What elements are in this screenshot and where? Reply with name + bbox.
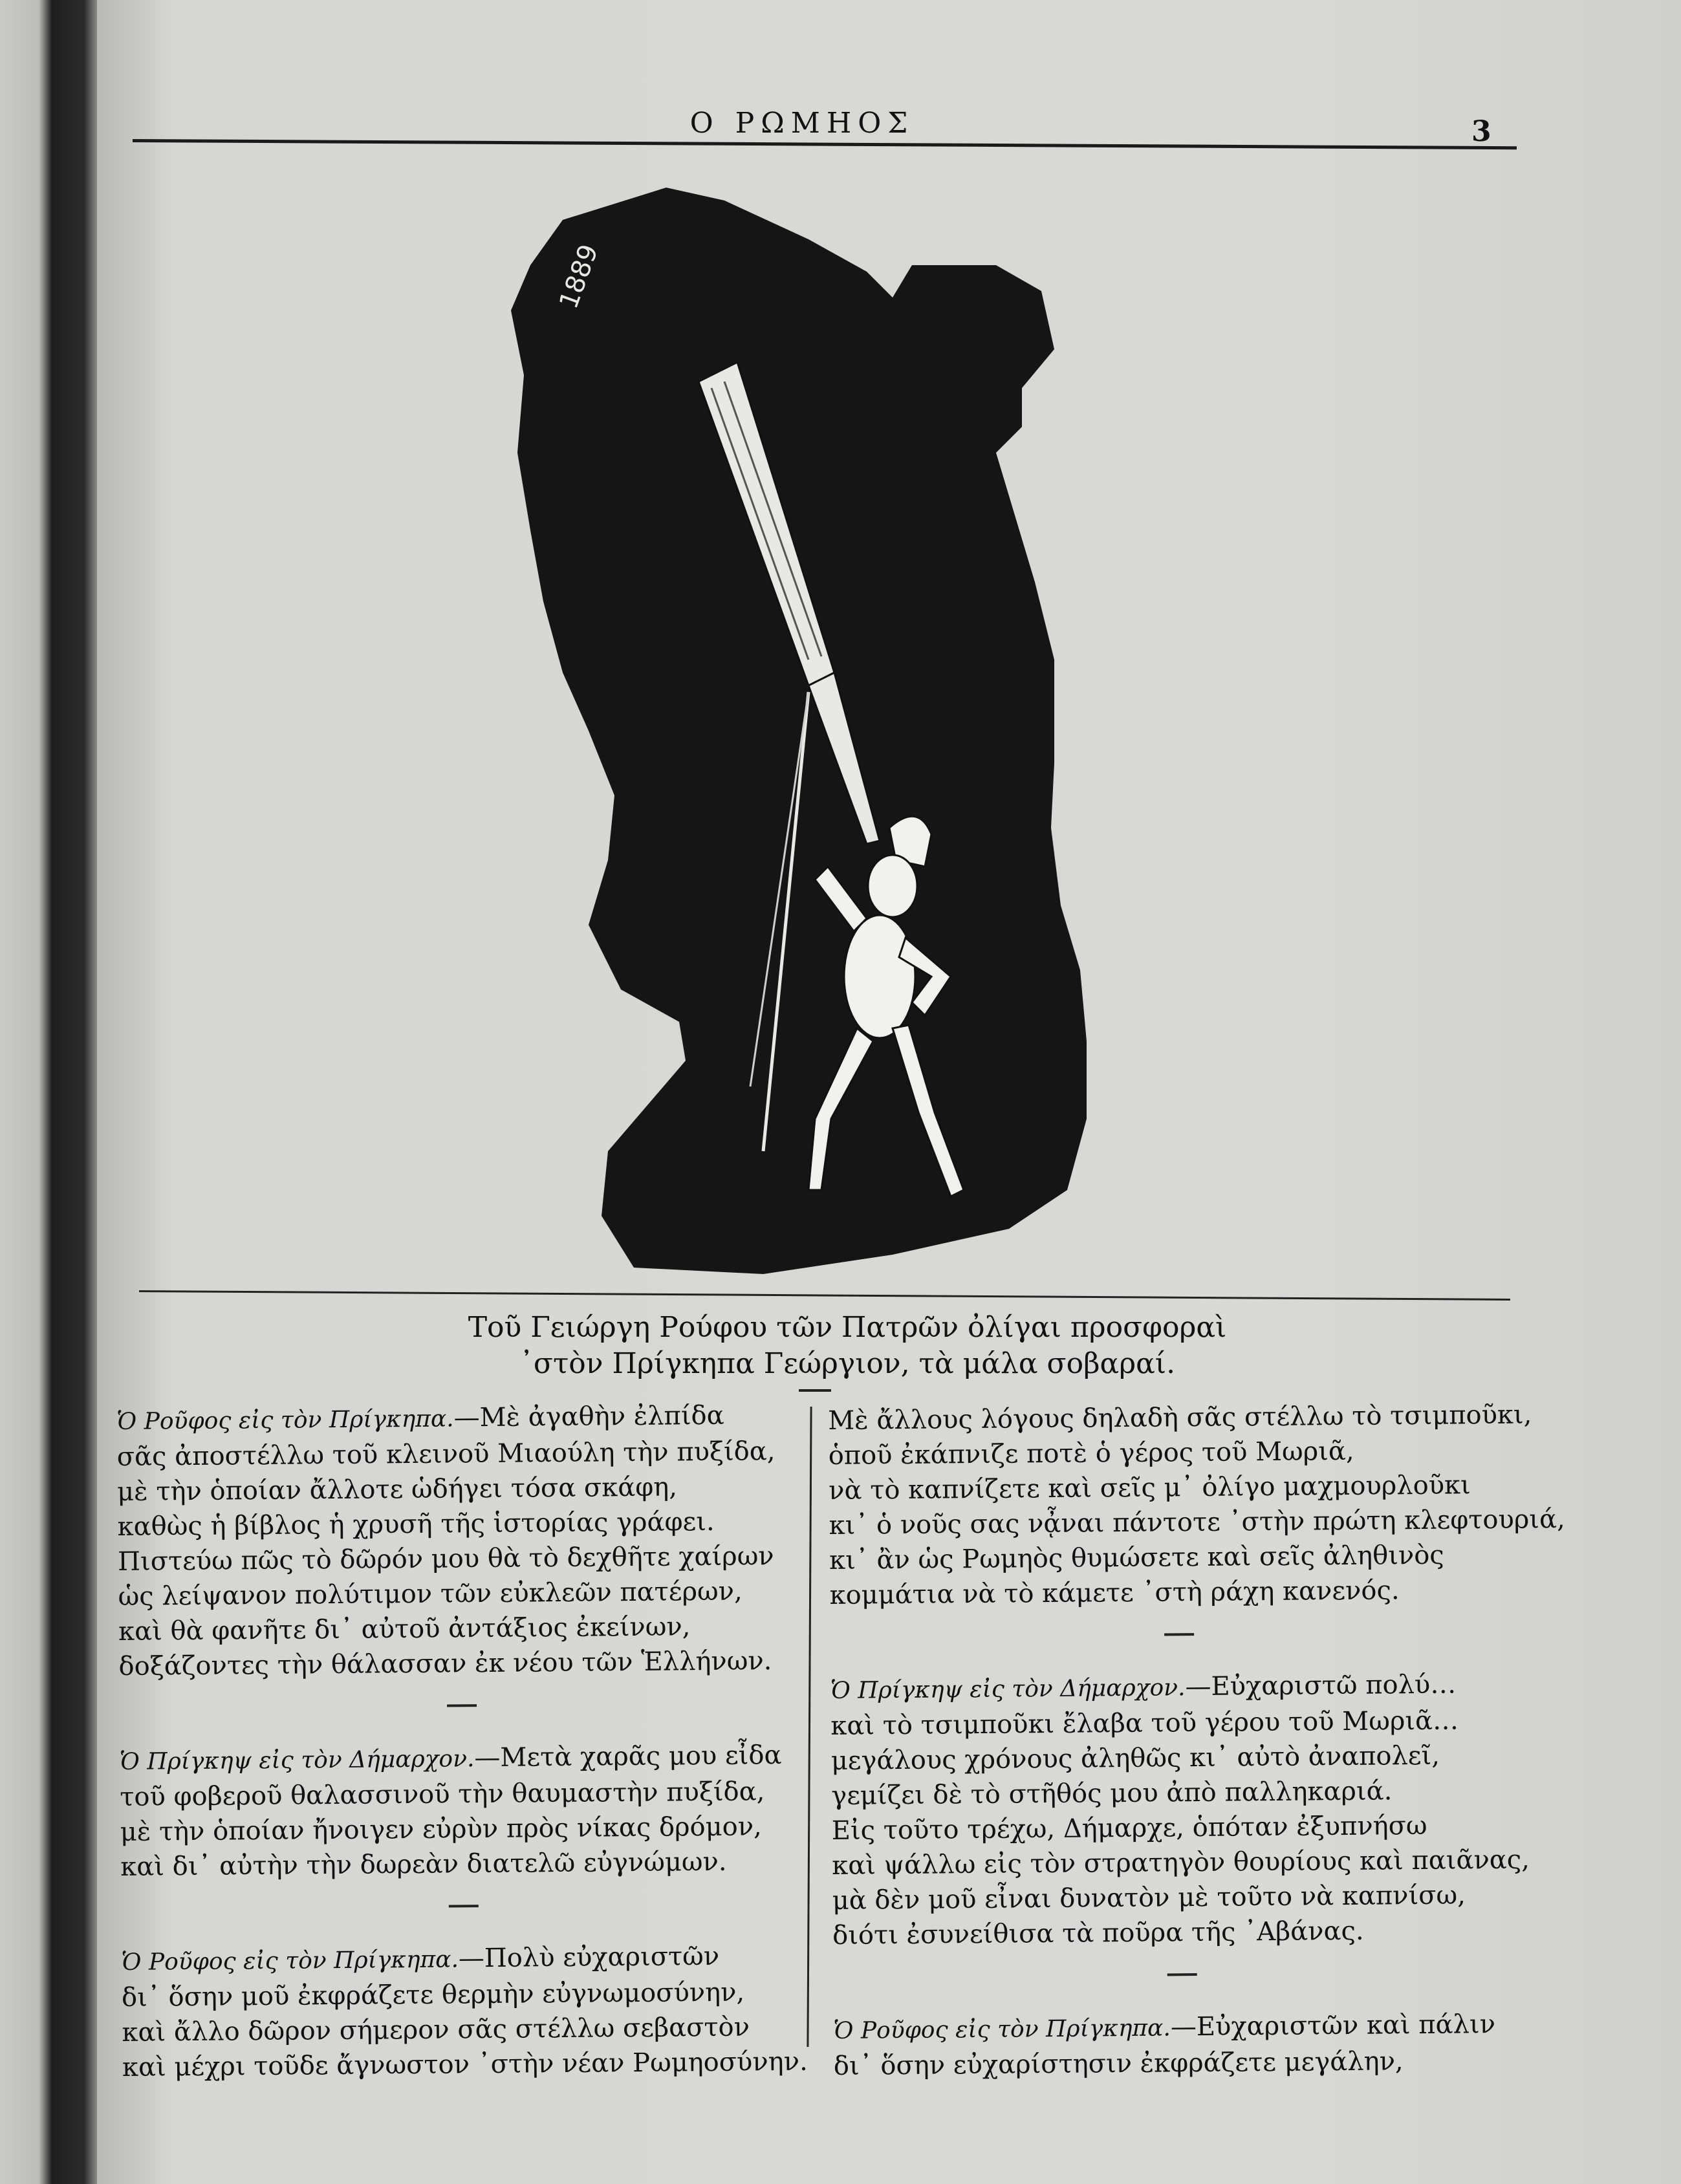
figure-head (868, 855, 917, 917)
stanza (120, 1738, 807, 1885)
verse-line: δι᾽ ὅσην μοῦ ἐκφράζετε θερμὴν εὐγνωμοσύνην, (121, 1977, 745, 2013)
verse-text: —Εὐχαριστῶν καὶ πάλιν (1170, 2009, 1496, 2042)
verse-line (833, 2007, 1532, 2049)
book-binding-shadow (0, 0, 97, 2184)
verse-line: ὁποῦ ἐκάπνιζε ποτὲ ὁ γέρος τοῦ Μωριᾶ, (828, 1436, 1354, 1471)
cartoon-illustration (504, 181, 1184, 1281)
verse-text: —Εὐχαριστῶ πολύ… (1185, 1669, 1457, 1702)
verse-line (830, 1667, 1529, 1709)
verse-line: καὶ ψάλλω εἰς τὸν στρατηγὸν θουρίους καὶ παιᾶνας, (832, 1844, 1530, 1881)
verse-line: γεμίζει δὲ τὸ στῆθός μου ἀπὸ παλληκαριά. (831, 1776, 1393, 1811)
stanza-separator (1164, 1633, 1194, 1636)
verse-text: —Μὲ ἀγαθὴν ἐλπίδα (453, 1400, 724, 1433)
stanza-separator (449, 1905, 479, 1907)
stanza (833, 2007, 1532, 2084)
speaker-label: Ὁ Πρίγκηψ εἰς τὸν Δήμαρχον. (830, 1674, 1186, 1704)
verse-text: —Μετὰ χαρᾶς μου εἶδα (474, 1740, 782, 1773)
illustration-caption (362, 1310, 1332, 1382)
speaker-label: Ὁ Ροῦφος εἰς τὸν Πρίγκηπα. (833, 2015, 1171, 2044)
verse-line: ὡς λείψανον πολύτιμον τῶν εὐκλεῶν πατέρων, (118, 1576, 743, 1612)
verse-line (120, 1738, 805, 1780)
verse-line (121, 1938, 807, 1980)
verse-line: καὶ δι᾽ αὐτὴν τὴν δωρεὰν διατελῶ εὐγνώμων. (120, 1846, 727, 1882)
verse-line: Πιστεύω πῶς τὸ δῶρόν μου θὰ τὸ δεχθῆτε χαίρων (117, 1541, 774, 1577)
verse-line: καὶ μέχρι τοῦδε ἄγνωστον ᾽στὴν νέαν Ρωμηοσύνην. (122, 2046, 808, 2082)
verse-line: μεγάλους χρόνους ἀληθῶς κι᾽ αὐτὸ ἀναπολεῖ, (830, 1740, 1440, 1776)
caption-line: ᾽στὸν Πρίγκηπα Γεώργιον, τὰ μάλα σοβαραί. (519, 1347, 1176, 1380)
stanza (121, 1938, 808, 2085)
verse-line: καθὼς ἡ βίβλος ἡ χρυσῆ τῆς ἱστορίας γράφει. (117, 1506, 715, 1542)
verse-text: —Πολὺ εὐχαριστῶν (458, 1941, 720, 1974)
caption-line: Τοῦ Γειώργη Ρούφου τῶν Πατρῶν ὀλίγαι προσφοραὶ (468, 1311, 1227, 1344)
verse-line: καὶ ἄλλο δῶρον σήμερον σᾶς στέλλω σεβαστὸν (122, 2012, 750, 2048)
verse-line: καὶ τὸ τσιμποῦκι ἔλαβα τοῦ γέρου τοῦ Μωριᾶ… (830, 1705, 1459, 1741)
stanza-separator (1167, 1973, 1197, 1976)
verse-line: μὲ τὴν ὁποίαν ἄλλοτε ὡδήγει τόσα σκάφη, (116, 1472, 678, 1507)
verse-line: τοῦ φοβεροῦ θαλασσινοῦ τὴν θαυμαστὴν πυξίδα, (120, 1777, 765, 1812)
speaker-label: Ὁ Πρίγκηψ εἰς τὸν Δήμαρχον. (119, 1746, 475, 1775)
verse-line: διότι ἐσυνείθισα τὰ ποῦρα τῆς ᾽Αβάνας. (832, 1916, 1364, 1951)
verse-line: νὰ τὸ καπνίζετε καὶ σεῖς μ᾽ ὀλίγο μαχμουρλοῦκι (828, 1470, 1471, 1506)
stanza (830, 1667, 1532, 1953)
page-number: 3 (1471, 115, 1491, 148)
speaker-label: Ὁ Ροῦφος εἰς τὸν Πρίγκηπα. (116, 1405, 454, 1435)
verse-line (116, 1398, 802, 1440)
dark-silhouette (511, 188, 1087, 1274)
verse-line: κομμάτια νὰ τὸ κάμετε ᾽στὴ ράχη κανενός. (829, 1575, 1400, 1610)
verse-line: δι᾽ ὅσην εὐχαρίστησιν ἐκφράζετε μεγάλην, (833, 2046, 1404, 2081)
verse-line: κι᾽ ἂν ὡς Ρωμηὸς θυμώσετε καὶ σεῖς ἀληθινὸς (829, 1540, 1444, 1575)
verse-line: μὰ δὲν μοῦ εἶναι δυνατὸν μὲ τοῦτο νὰ καπνίσω, (832, 1880, 1466, 1916)
right-column (828, 1398, 1565, 2107)
verse-line: Εἰς τοῦτο τρέχω, Δήμαρχε, ὁπόταν ἐξυπνήσω (831, 1810, 1427, 1846)
caption-separator (799, 1389, 831, 1392)
verse-line: καὶ θὰ φανῆτε δι᾽ αὐτοῦ ἀντάξιος ἐκείνων, (118, 1612, 691, 1647)
verse-line: μὲ τὴν ὁποίαν ἤνοιγεν εὐρὺν πρὸς νίκας δρόμον, (120, 1811, 762, 1847)
year-inscription: 1889 (554, 241, 605, 313)
figure-torso (844, 915, 915, 1038)
stanza (116, 1398, 805, 1684)
verse-line: δοξάζοντες τὴν θάλασσαν ἐκ νέου τῶν Ἑλλήνων. (118, 1646, 772, 1681)
stanza-separator (447, 1704, 477, 1707)
verse-line: κι᾽ ὁ νοῦς σας νᾆναι πάντοτε ᾽στὴν πρώτη κλεφτουριά, (829, 1504, 1565, 1541)
verse-line: σᾶς ἀποστέλλω τοῦ κλεινοῦ Μιαούλη τὴν πυξίδα, (116, 1436, 775, 1472)
verse-line: Μὲ ἄλλους λόγους δηλαδὴ σᾶς στέλλω τὸ τσιμποῦκι, (828, 1400, 1532, 1436)
left-column (116, 1398, 808, 2108)
speaker-label: Ὁ Ροῦφος εἰς τὸν Πρίγκηπα. (121, 1946, 459, 1976)
stanza (828, 1398, 1565, 1613)
page-title: Ο ΡΩΜΗΟΣ (689, 107, 915, 140)
